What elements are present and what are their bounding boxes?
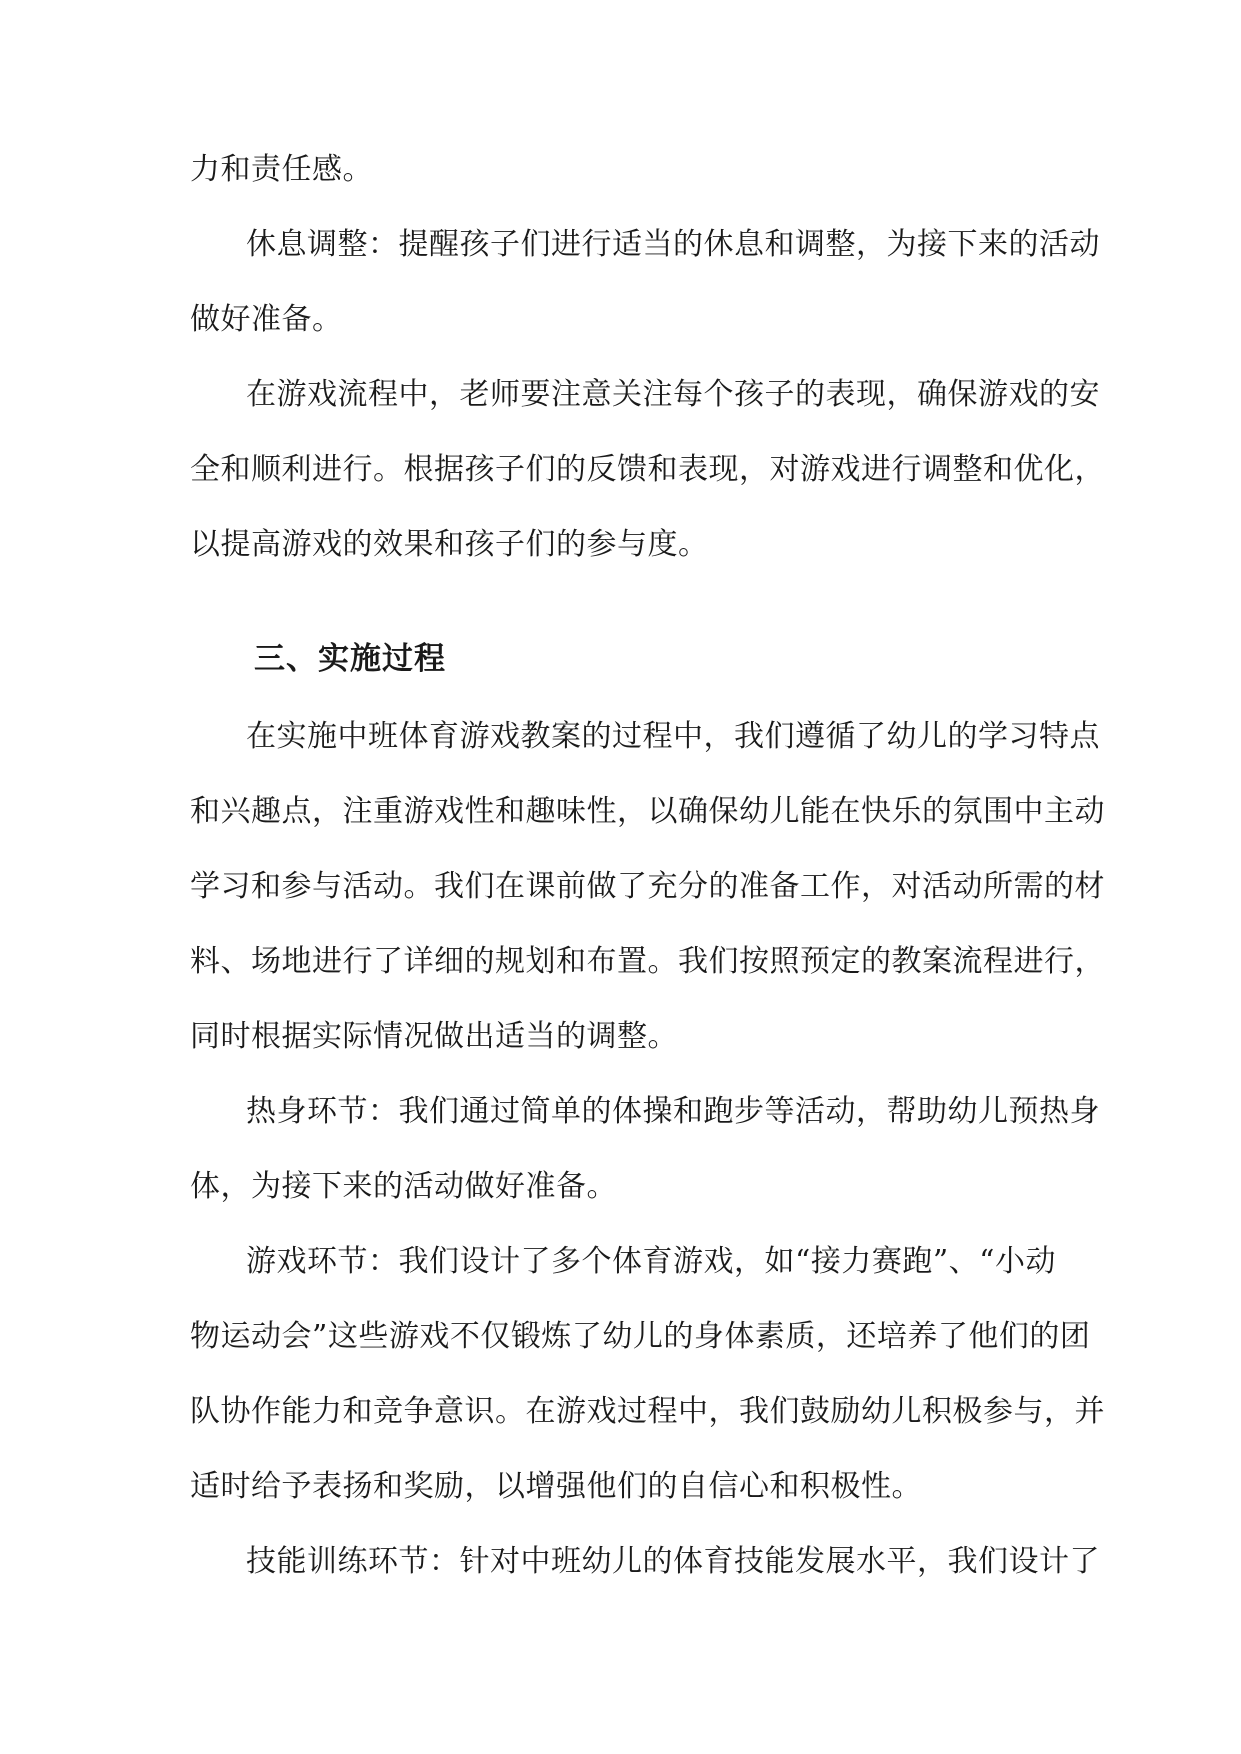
paragraph-line: 物运动会”这些游戏不仅锻炼了幼儿的身体素质，还培养了他们的团 xyxy=(190,1319,1091,1354)
paragraph-line: 力和责任感。 xyxy=(190,152,373,187)
paragraph-line: 适时给予表扬和奖励，以增强他们的自信心和积极性。 xyxy=(190,1469,922,1504)
paragraph-line: 休息调整：提醒孩子们进行适当的休息和调整，为接下来的活动 xyxy=(246,227,1100,262)
section-heading: 三、实施过程 xyxy=(254,641,446,677)
paragraph-line: 体，为接下来的活动做好准备。 xyxy=(190,1169,617,1204)
paragraph-line: 在实施中班体育游戏教案的过程中，我们遵循了幼儿的学习特点 xyxy=(246,719,1100,754)
paragraph-line: 同时根据实际情况做出适当的调整。 xyxy=(190,1019,678,1054)
paragraph-line: 学习和参与活动。我们在课前做了充分的准备工作，对活动所需的材 xyxy=(190,869,1105,904)
paragraph-line: 料、场地进行了详细的规划和布置。我们按照预定的教案流程进行， xyxy=(190,944,1105,979)
paragraph-line: 和兴趣点，注重游戏性和趣味性，以确保幼儿能在快乐的氛围中主动 xyxy=(190,794,1105,829)
paragraph-line: 热身环节：我们通过简单的体操和跑步等活动，帮助幼儿预热身 xyxy=(246,1094,1100,1129)
paragraph-line: 技能训练环节：针对中班幼儿的体育技能发展水平，我们设计了 xyxy=(246,1544,1100,1579)
paragraph-line: 全和顺利进行。根据孩子们的反馈和表现，对游戏进行调整和优化， xyxy=(190,452,1105,487)
paragraph-line: 队协作能力和竞争意识。在游戏过程中，我们鼓励幼儿积极参与，并 xyxy=(190,1394,1105,1429)
paragraph-line: 做好准备。 xyxy=(190,302,343,337)
paragraph-line: 在游戏流程中，老师要注意关注每个孩子的表现，确保游戏的安 xyxy=(246,377,1100,412)
paragraph-line: 游戏环节：我们设计了多个体育游戏，如“接力赛跑”、“小动 xyxy=(246,1244,1057,1279)
paragraph-line: 以提高游戏的效果和孩子们的参与度。 xyxy=(190,527,709,562)
